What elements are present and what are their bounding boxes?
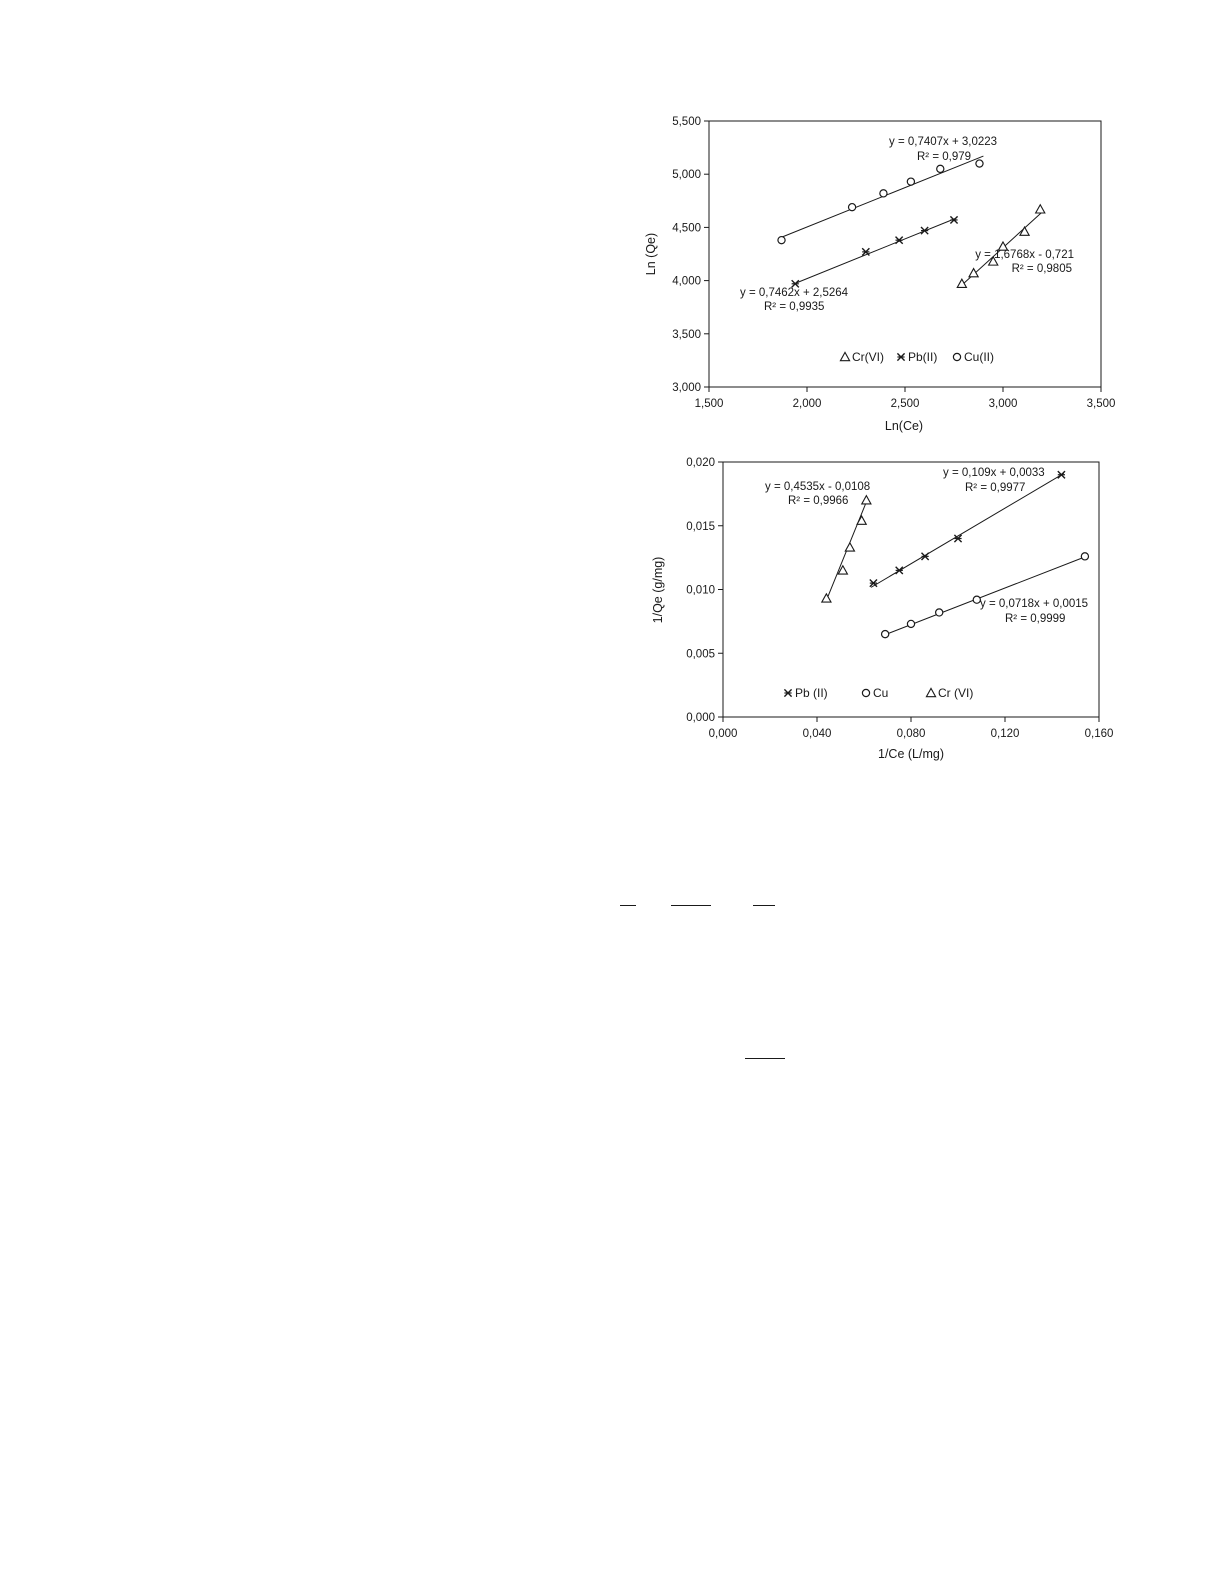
y-tick-label: 0,010 bbox=[686, 584, 715, 597]
data-point bbox=[907, 620, 914, 627]
data-point bbox=[1058, 471, 1065, 478]
legend-item bbox=[784, 686, 827, 700]
data-point bbox=[778, 237, 785, 244]
x-tick-label: 0,080 bbox=[896, 728, 926, 740]
legend-marker bbox=[862, 689, 869, 696]
data-point bbox=[896, 237, 903, 244]
data-point bbox=[957, 279, 966, 287]
legend bbox=[784, 686, 973, 700]
data-point bbox=[848, 204, 855, 211]
legend bbox=[840, 350, 994, 364]
r-squared-label: R² = 0,9999 bbox=[1005, 613, 1066, 625]
y-tick-label: 5,500 bbox=[672, 116, 701, 128]
series-pb-ii- bbox=[870, 467, 1065, 587]
equation-fraction-bar bbox=[671, 905, 711, 906]
legend-label: Pb (II) bbox=[795, 686, 828, 700]
trendline-equation: y = 0,7462x + 2,5264 bbox=[740, 287, 849, 299]
x-tick-label: 0,120 bbox=[990, 728, 1020, 740]
data-point bbox=[896, 567, 903, 574]
x-tick-label: 3,000 bbox=[988, 398, 1018, 410]
equation-fraction-bar bbox=[745, 1058, 785, 1059]
legend-item bbox=[953, 350, 994, 364]
series-pb-ii- bbox=[740, 216, 958, 313]
r-squared-label: R² = 0,979 bbox=[917, 151, 972, 163]
x-tick-label: 2,000 bbox=[792, 398, 822, 410]
series-cu bbox=[882, 553, 1089, 638]
x-tick-label: 0,040 bbox=[802, 728, 832, 740]
data-point bbox=[1036, 205, 1045, 213]
data-point bbox=[976, 160, 983, 167]
y-tick-label: 0,000 bbox=[686, 712, 715, 724]
trendline-equation: y = 0,109x + 0,0033 bbox=[943, 467, 1045, 479]
trendline bbox=[795, 218, 956, 283]
data-point bbox=[937, 165, 944, 172]
r-squared-label: R² = 0,9935 bbox=[764, 301, 825, 313]
trendline-equation: y = 0,0718x + 0,0015 bbox=[980, 598, 1089, 610]
legend-marker bbox=[784, 689, 791, 696]
y-tick-label: 3,500 bbox=[672, 328, 701, 341]
series-cr-vi- bbox=[957, 205, 1074, 288]
legend-label: Pb(II) bbox=[908, 350, 938, 364]
y-tick-label: 0,015 bbox=[686, 520, 715, 533]
legend-marker bbox=[897, 353, 904, 360]
data-point bbox=[822, 594, 831, 602]
r-squared-label: R² = 0,9805 bbox=[1011, 263, 1072, 275]
data-point bbox=[1081, 553, 1088, 560]
y-axis-title: Ln (Qe) bbox=[644, 232, 658, 276]
data-point bbox=[921, 227, 928, 234]
y-tick-label: 4,000 bbox=[672, 275, 701, 288]
x-axis-title: 1/Ce (L/mg) bbox=[878, 747, 944, 761]
equation-fraction-bar bbox=[753, 905, 775, 906]
x-tick-label: 2,500 bbox=[890, 398, 920, 410]
data-point bbox=[845, 543, 854, 551]
x-tick-label: 0,160 bbox=[1084, 728, 1114, 740]
legend-item bbox=[840, 350, 884, 364]
data-point bbox=[922, 553, 929, 560]
y-tick-label: 0,005 bbox=[686, 648, 715, 661]
series-cu-ii- bbox=[778, 136, 997, 244]
x-axis-title: Ln(Ce) bbox=[884, 419, 924, 433]
x-tick-label: 1,500 bbox=[694, 398, 724, 410]
trendline-equation: y = 1,6768x - 0,721 bbox=[975, 249, 1074, 261]
equation-fraction-bar bbox=[620, 905, 636, 906]
data-point bbox=[880, 190, 887, 197]
r-squared-label: R² = 0,9977 bbox=[965, 482, 1026, 494]
trendline-equation: y = 0,7407x + 3,0223 bbox=[889, 136, 998, 148]
y-tick-label: 0,020 bbox=[686, 457, 715, 469]
legend-item bbox=[897, 350, 937, 364]
legend-label: Cr (VI) bbox=[938, 686, 974, 700]
r-squared-label: R² = 0,9966 bbox=[788, 495, 849, 507]
legend-label: Cu bbox=[873, 686, 889, 700]
x-tick-label: 3,500 bbox=[1086, 398, 1116, 410]
data-point bbox=[882, 631, 889, 638]
data-point bbox=[950, 216, 957, 223]
y-axis-title: 1/Qe (g/mg) bbox=[651, 556, 665, 624]
legend-label: Cu(II) bbox=[964, 350, 994, 364]
legend-label: Cr(VI) bbox=[852, 350, 884, 364]
legend-marker bbox=[926, 688, 935, 696]
plot-area-frame bbox=[723, 462, 1099, 717]
legend-marker bbox=[953, 353, 960, 360]
trendline-equation: y = 0,4535x - 0,0108 bbox=[765, 481, 871, 493]
data-point bbox=[862, 496, 871, 504]
series-cr-vi- bbox=[765, 481, 871, 602]
legend-item bbox=[862, 686, 888, 700]
data-point bbox=[907, 178, 914, 185]
x-tick-label: 0,000 bbox=[708, 728, 738, 740]
freundlich-isotherm-chart bbox=[644, 116, 1115, 433]
legend-item bbox=[926, 686, 973, 700]
legend-marker bbox=[840, 352, 849, 360]
y-tick-label: 5,000 bbox=[672, 169, 701, 182]
data-point bbox=[936, 609, 943, 616]
data-point bbox=[969, 269, 978, 277]
y-tick-label: 4,500 bbox=[672, 222, 701, 235]
langmuir-isotherm-chart bbox=[651, 457, 1113, 761]
y-tick-label: 3,000 bbox=[672, 382, 701, 394]
